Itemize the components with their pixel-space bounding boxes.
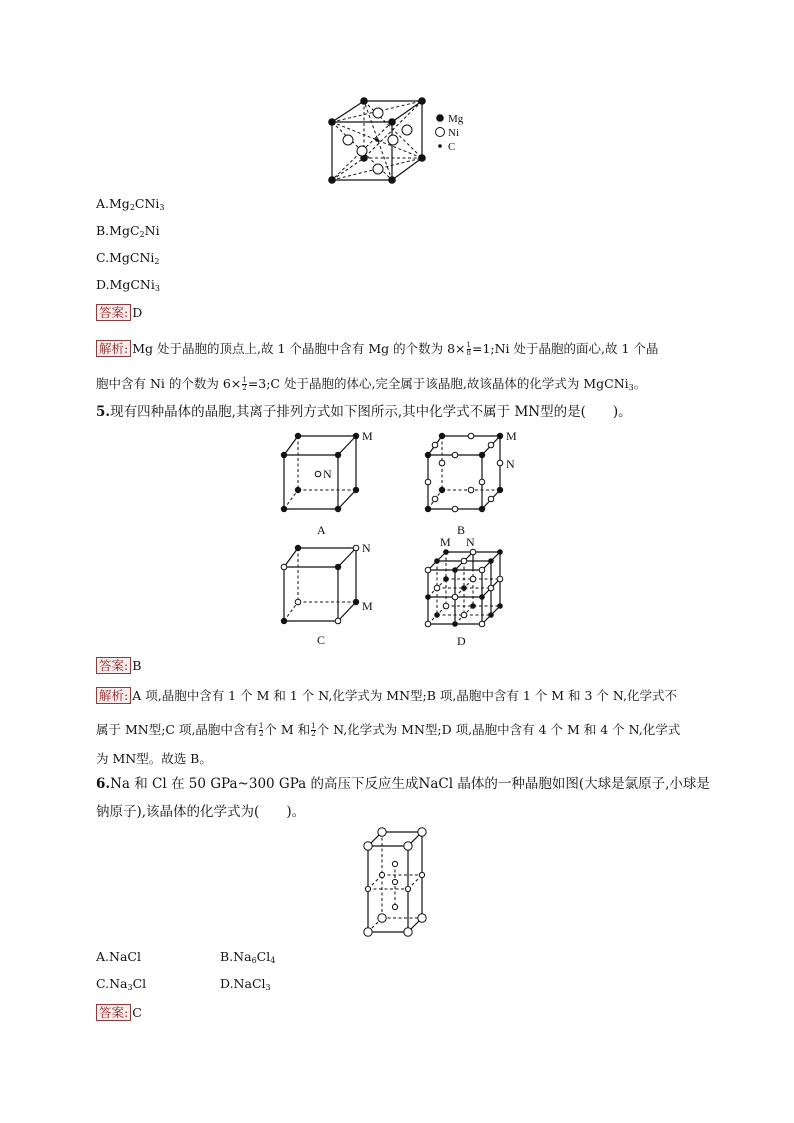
- label-n: N: [362, 541, 371, 555]
- label-n: N: [323, 467, 332, 481]
- q4-crystal-figure: [320, 92, 480, 188]
- answer-tag: 答案:: [96, 1004, 131, 1021]
- q4-explanation-line-1: 解析: Mg 处于晶胞的顶点上,故 1 个晶胞中含有 Mg 的个数为 8× $\frac{1}{8}$ =1;Ni 处于晶胞的面心,故 1 个晶: [96, 340, 658, 357]
- q4-explanation-line-2: 胞中含有 Ni 的个数为 6× $\frac{1}{2}$ =3;C 处于晶胞的体心,完全属于该晶胞,故该晶体的化学式为 MgCNi$_3$。: [96, 376, 647, 392]
- label-m: M: [362, 429, 373, 443]
- label-m: M: [440, 536, 451, 549]
- fraction-1-2: $\frac{1}{2}$: [242, 376, 247, 392]
- fraction-1-8: $\frac{1}{8}$: [466, 341, 471, 357]
- q5-stem: 5.现有四种晶体的晶胞,其离子排列方式如下图所示,其中化学式不属于 MN型的是( )。: [96, 404, 632, 420]
- explain-tag: 解析:: [96, 687, 131, 704]
- legend-ni: Ni: [448, 127, 459, 139]
- q5-answer: 答案: B: [96, 657, 141, 674]
- q4-option-b: B.MgC$_2$Ni: [96, 223, 160, 239]
- q5-figure-d: [416, 536, 526, 650]
- label-n: N: [466, 536, 475, 549]
- q5-explanation-line-2: 属于 MN型;C 项,晶胞中含有 $\frac{1}{2}$ 个 M 和 $\frac{1}{2}$ 个 N,化学式为 MN型;D 项,晶胞中含有 4 个 M 和 4 个 N,化学式: [96, 722, 681, 738]
- explain-tag: 解析:: [96, 340, 131, 357]
- caption-c: C: [317, 633, 326, 647]
- q6-stem-line-2: 钠原子),该晶体的化学式为( )。: [96, 804, 306, 820]
- q4-option-a: $A.Mg_2CNi_3$: [96, 196, 165, 212]
- fraction-1-2: $\frac{1}{2}$: [258, 722, 264, 738]
- caption-a: A: [317, 523, 326, 537]
- q6-option-b: $B.Na_6Cl_4$: [220, 949, 276, 965]
- q5-figure-b: [416, 428, 526, 538]
- q6-crystal-figure: [356, 822, 440, 942]
- label-m: M: [362, 599, 373, 613]
- q6-answer: 答案: C: [96, 1004, 142, 1021]
- label-m: M: [506, 429, 517, 443]
- q5-explanation-line-1: 解析: A 项,晶胞中含有 1 个 M 和 1 个 N,化学式为 MN型;B 项,晶胞中含有 1 个 M 和 3 个 N,化学式不: [96, 687, 677, 704]
- fraction-1-2: $\frac{1}{2}$: [311, 722, 316, 738]
- q5-figure-a: [272, 428, 382, 538]
- q4-option-d: D.MgCNi$_3$: [96, 277, 160, 293]
- q6-option-d: D.NaCl$_3$: [220, 976, 271, 992]
- q5-explanation-line-3: 为 MN型。故选 B。: [96, 751, 212, 766]
- caption-b: B: [457, 523, 466, 537]
- legend-mg: Mg: [448, 113, 464, 125]
- answer-tag: 答案:: [96, 657, 131, 674]
- caption-d: D: [457, 634, 466, 648]
- answer-tag: 答案:: [96, 304, 131, 321]
- legend-c: C: [448, 141, 456, 153]
- q6-option-a: A.NaCl: [96, 949, 141, 964]
- q6-stem-line-1: 6.Na 和 Cl 在 50 GPa~300 GPa 的高压下反应生成NaCl 晶体的一种晶胞如图(大球是氯原子,小球是: [96, 776, 710, 792]
- q4-answer: 答案: D: [96, 304, 142, 321]
- label-n: N: [506, 457, 515, 471]
- q5-figure-c: [272, 540, 382, 650]
- q6-option-c: $C.Na_3Cl$: [96, 976, 147, 992]
- q4-option-c: C.MgCNi$_2$: [96, 250, 160, 266]
